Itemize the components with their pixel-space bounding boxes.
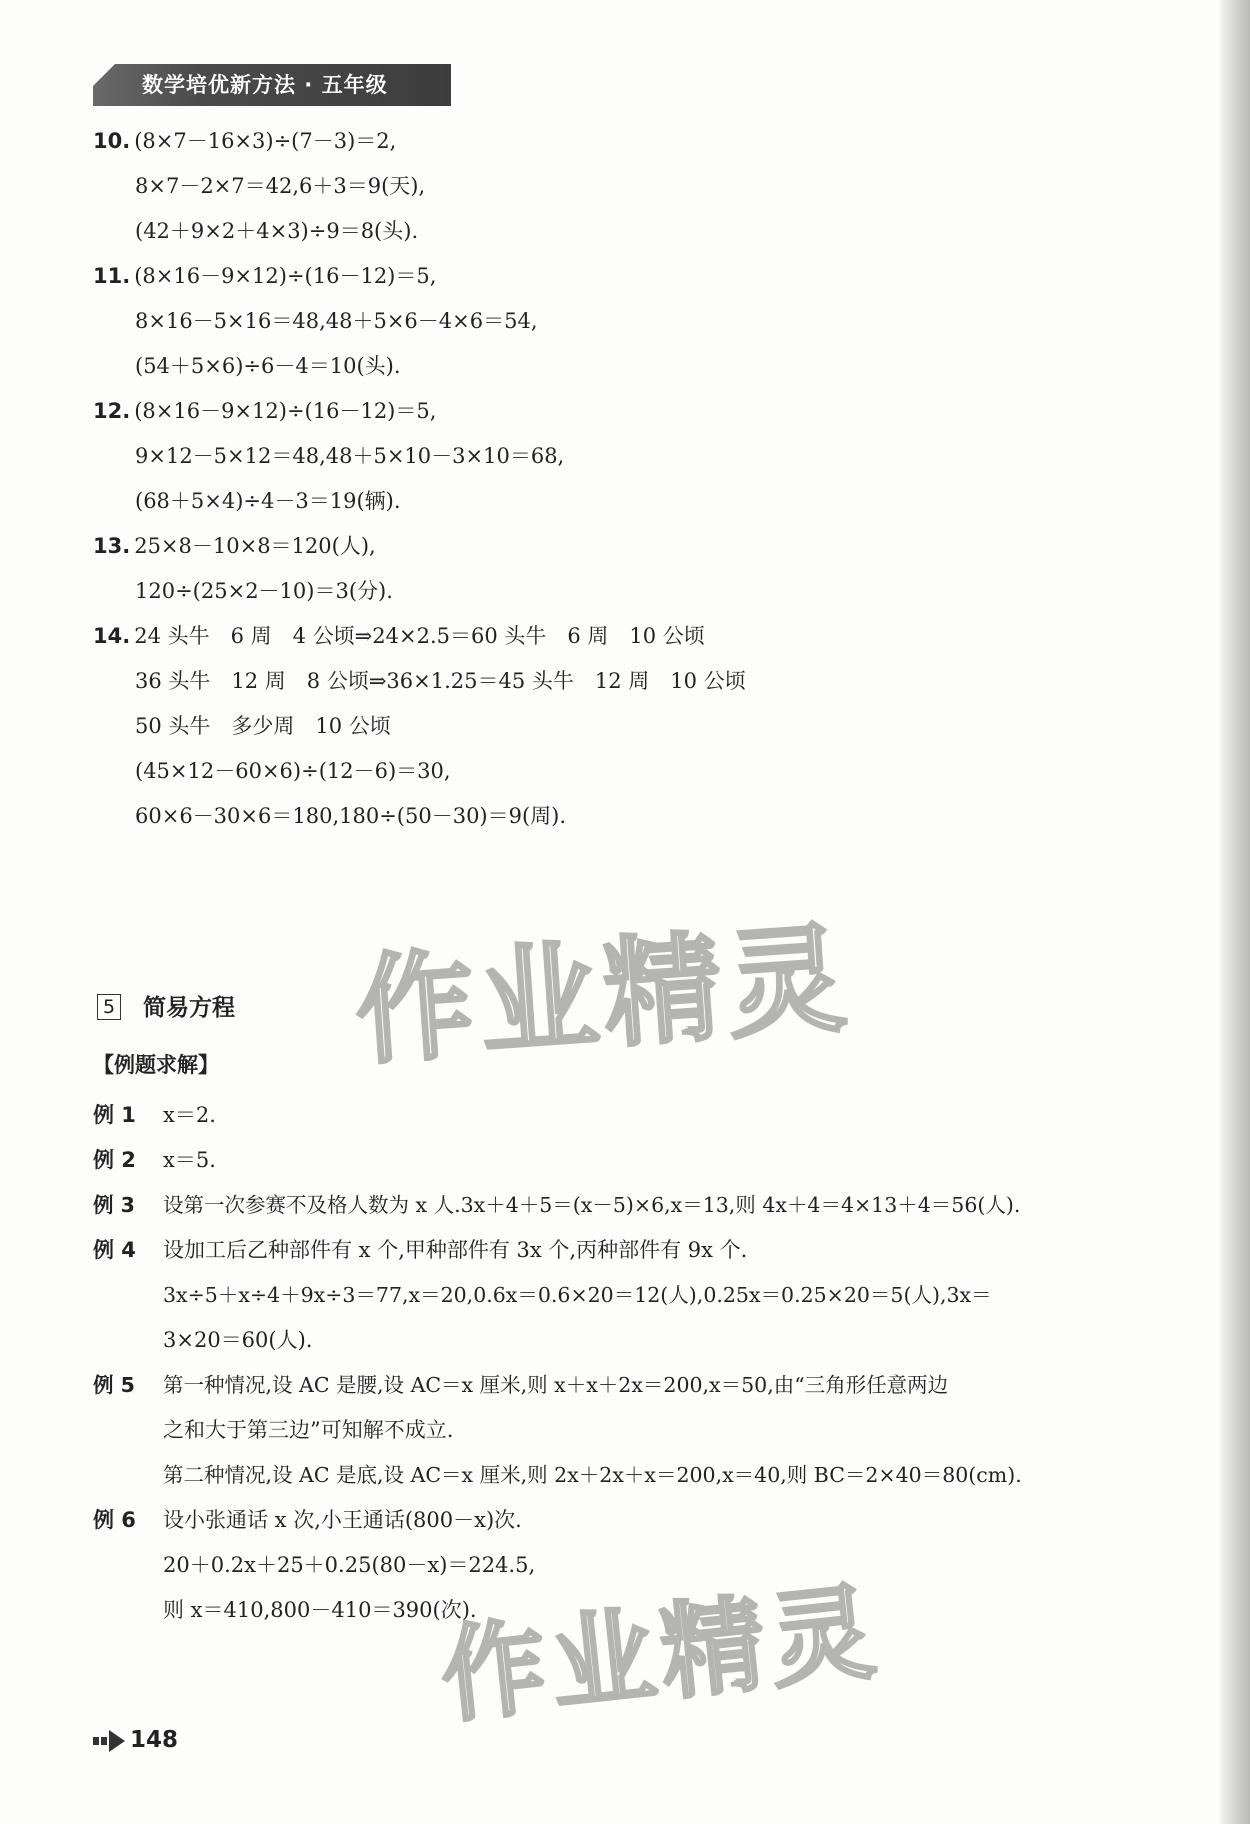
arrow-right-icon	[93, 1730, 125, 1752]
example-3: 例 3 设第一次参赛不及格人数为 x 人.3x＋4＋5＝(x－5)×6,x＝13,则 4x＋4＝4×13＋4＝56(人).	[93, 1190, 1020, 1220]
answer-14-line-1: 14. 24 头牛 6 周 4 公顷⇒24×2.5＝60 头牛 6 周 10 公顷	[93, 624, 705, 648]
answer-number: 11.	[93, 264, 131, 288]
answer-12-line-3: (68＋5×4)÷4－3＝19(辆).	[135, 489, 401, 513]
page-number: 148	[130, 1727, 179, 1753]
example-2: 例 2 x＝5.	[93, 1145, 216, 1175]
answer-11-line-3: (54＋5×6)÷6－4＝10(头).	[135, 354, 401, 378]
answer-10-line-2: 8×7－2×7＝42,6＋3＝9(天),	[135, 174, 426, 198]
section-title: 简易方程	[143, 995, 235, 1021]
answer-11-line-2: 8×16－5×16＝48,48＋5×6－4×6＝54,	[135, 309, 538, 333]
example-4-line-1: 例 4 设加工后乙种部件有 x 个,甲种部件有 3x 个,丙种部件有 9x 个.	[93, 1235, 747, 1265]
example-4-line-3: 3×20＝60(人).	[163, 1328, 313, 1352]
example-label: 例 1	[93, 1103, 136, 1127]
answer-number: 12.	[93, 399, 131, 423]
sub-heading: 【例题求解】	[93, 1053, 219, 1077]
example-label: 例 2	[93, 1148, 136, 1172]
answer-14-line-2: 36 头牛 12 周 8 公顷⇒36×1.25＝45 头牛 12 周 10 公顷	[135, 669, 746, 693]
example-6-line-1: 例 6 设小张通话 x 次,小王通话(800－x)次.	[93, 1505, 522, 1535]
answer-number: 10.	[93, 129, 131, 153]
answer-14-line-3: 50 头牛 多少周 10 公顷	[135, 714, 391, 738]
answer-12-line-1: 12. (8×16－9×12)÷(16－12)＝5,	[93, 399, 437, 423]
example-5-line-1: 例 5 第一种情况,设 AC 是腰,设 AC＝x 厘米,则 x＋x＋2x＝200,x＝50,由“三角形任意两边	[93, 1370, 948, 1400]
watermark: 作业精灵	[351, 908, 856, 1082]
answer-number: 13.	[93, 534, 131, 558]
example-1: 例 1 x＝2.	[93, 1100, 216, 1130]
example-5-line-3: 第二种情况,设 AC 是底,设 AC＝x 厘米,则 2x＋2x＋x＝200,x＝40,则 BC＝2×40＝80(cm).	[163, 1463, 1022, 1487]
answer-13-line-1: 13. 25×8－10×8＝120(人),	[93, 534, 376, 558]
page-edge-shadow	[1220, 0, 1250, 1824]
example-label: 例 6	[93, 1508, 136, 1532]
example-label: 例 5	[93, 1373, 135, 1397]
answer-14-line-4: (45×12－60×6)÷(12－6)＝30,	[135, 759, 451, 783]
example-6-line-3: 则 x＝410,800－410＝390(次).	[163, 1598, 477, 1622]
example-label: 例 4	[93, 1238, 136, 1262]
answer-12-line-2: 9×12－5×12＝48,48＋5×10－3×10＝68,	[135, 444, 565, 468]
answer-11-line-1: 11. (8×16－9×12)÷(16－12)＝5,	[93, 264, 437, 288]
example-4-line-2: 3x÷5＋x÷4＋9x÷3＝77,x＝20,0.6x＝0.6×20＝12(人),0.25x＝0.25×20＝5(人),3x＝	[163, 1283, 992, 1307]
example-5-line-2: 之和大于第三边”可知解不成立.	[163, 1418, 454, 1442]
header-title: 数学培优新方法 · 五年级	[142, 73, 388, 97]
section-heading	[97, 992, 235, 1024]
answer-14-line-5: 60×6－30×6＝180,180÷(50－30)＝9(周).	[135, 804, 567, 828]
answer-number: 14.	[93, 624, 131, 648]
answer-13-line-2: 120÷(25×2－10)＝3(分).	[135, 579, 393, 603]
answer-10-line-1: 10. (8×7－16×3)÷(7－3)＝2,	[93, 129, 397, 153]
header-corner	[93, 64, 115, 86]
section-number: 5	[97, 994, 121, 1020]
example-6-line-2: 20＋0.2x＋25＋0.25(80－x)＝224.5,	[163, 1553, 536, 1577]
example-label: 例 3	[93, 1193, 135, 1217]
answer-10-line-3: (42＋9×2＋4×3)÷9＝8(头).	[135, 219, 419, 243]
watermark: 作业精灵	[435, 1570, 887, 1738]
